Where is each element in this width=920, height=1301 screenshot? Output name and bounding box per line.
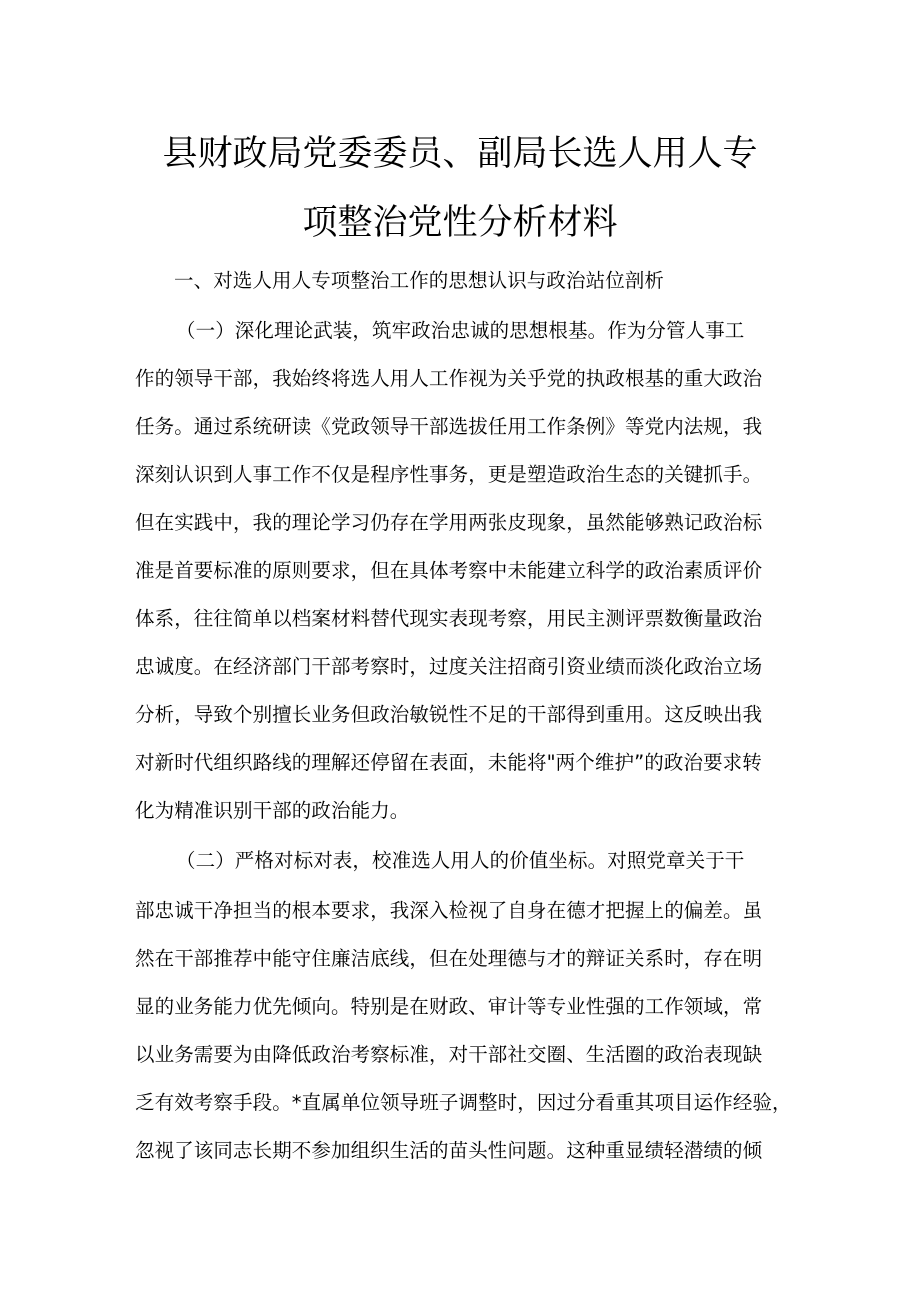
paragraph-line: （二）严格对标对表，校准选人用人的价值坐标。对照党章关于干 <box>176 849 745 872</box>
paragraph-line: 以业务需要为由降低政治考察标准，对干部社交圈、生活圈的政治表现缺 <box>135 1043 763 1066</box>
paragraph-line: 部忠诚干净担当的根本要求，我深入检视了自身在德才把握上的偏差。虽 <box>135 899 763 922</box>
paragraph-line: 然在干部推荐中能守住廉洁底线，但在处理德与才的辩证关系时，存在明 <box>135 947 763 970</box>
paragraph-line: 但在实践中，我的理论学习仍存在学用两张皮现象，虽然能够熟记政治标 <box>135 511 763 534</box>
paragraph-line: 忽视了该同志长期不参加组织生活的苗头性问题。这种重显绩轻潜绩的倾 <box>135 1139 763 1162</box>
paragraph-line: 化为精准识别干部的政治能力。 <box>135 799 410 822</box>
paragraph-line: 乏有效考察手段。*直属单位领导班子调整时，因过分看重其项目运作经验， <box>135 1091 792 1114</box>
paragraph-line: 显的业务能力优先倾向。特别是在财政、审计等专业性强的工作领域，常 <box>135 995 763 1018</box>
paragraph-line: 深刻认识到人事工作不仅是程序性事务，更是塑造政治生态的关键抓手。 <box>135 463 763 486</box>
paragraph-line: （一）深化理论武装，筑牢政治忠诚的思想根基。作为分管人事工 <box>176 319 745 342</box>
document-title-line-1: 县财政局党委委员、副局长选人用人专 <box>162 134 758 174</box>
section-heading: 一、对选人用人专项整治工作的思想认识与政治站位剖析 <box>174 269 665 292</box>
paragraph-line: 任务。通过系统研读《党政领导干部选拔任用工作条例》等党内法规，我 <box>135 415 763 438</box>
paragraph-line: 对新时代组织路线的理解还停留在表面，未能将"两个维护”的政治要求转 <box>135 751 762 774</box>
paragraph-line: 分析，导致个别擅长业务但政治敏锐性不足的干部得到重用。这反映出我 <box>135 703 763 726</box>
document-title-line-2: 项整治党性分析材料 <box>302 203 618 243</box>
paragraph-line: 作的领导干部，我始终将选人用人工作视为关乎党的执政根基的重大政治 <box>135 367 763 390</box>
paragraph-line: 忠诚度。在经济部门干部考察时，过度关注招商引资业绩而淡化政治立场 <box>135 655 763 678</box>
paragraph-line: 体系，往往简单以档案材料替代现实表现考察，用民主测评票数衡量政治 <box>135 607 763 630</box>
paragraph-line: 准是首要标准的原则要求，但在具体考察中未能建立科学的政治素质评价 <box>135 559 763 582</box>
